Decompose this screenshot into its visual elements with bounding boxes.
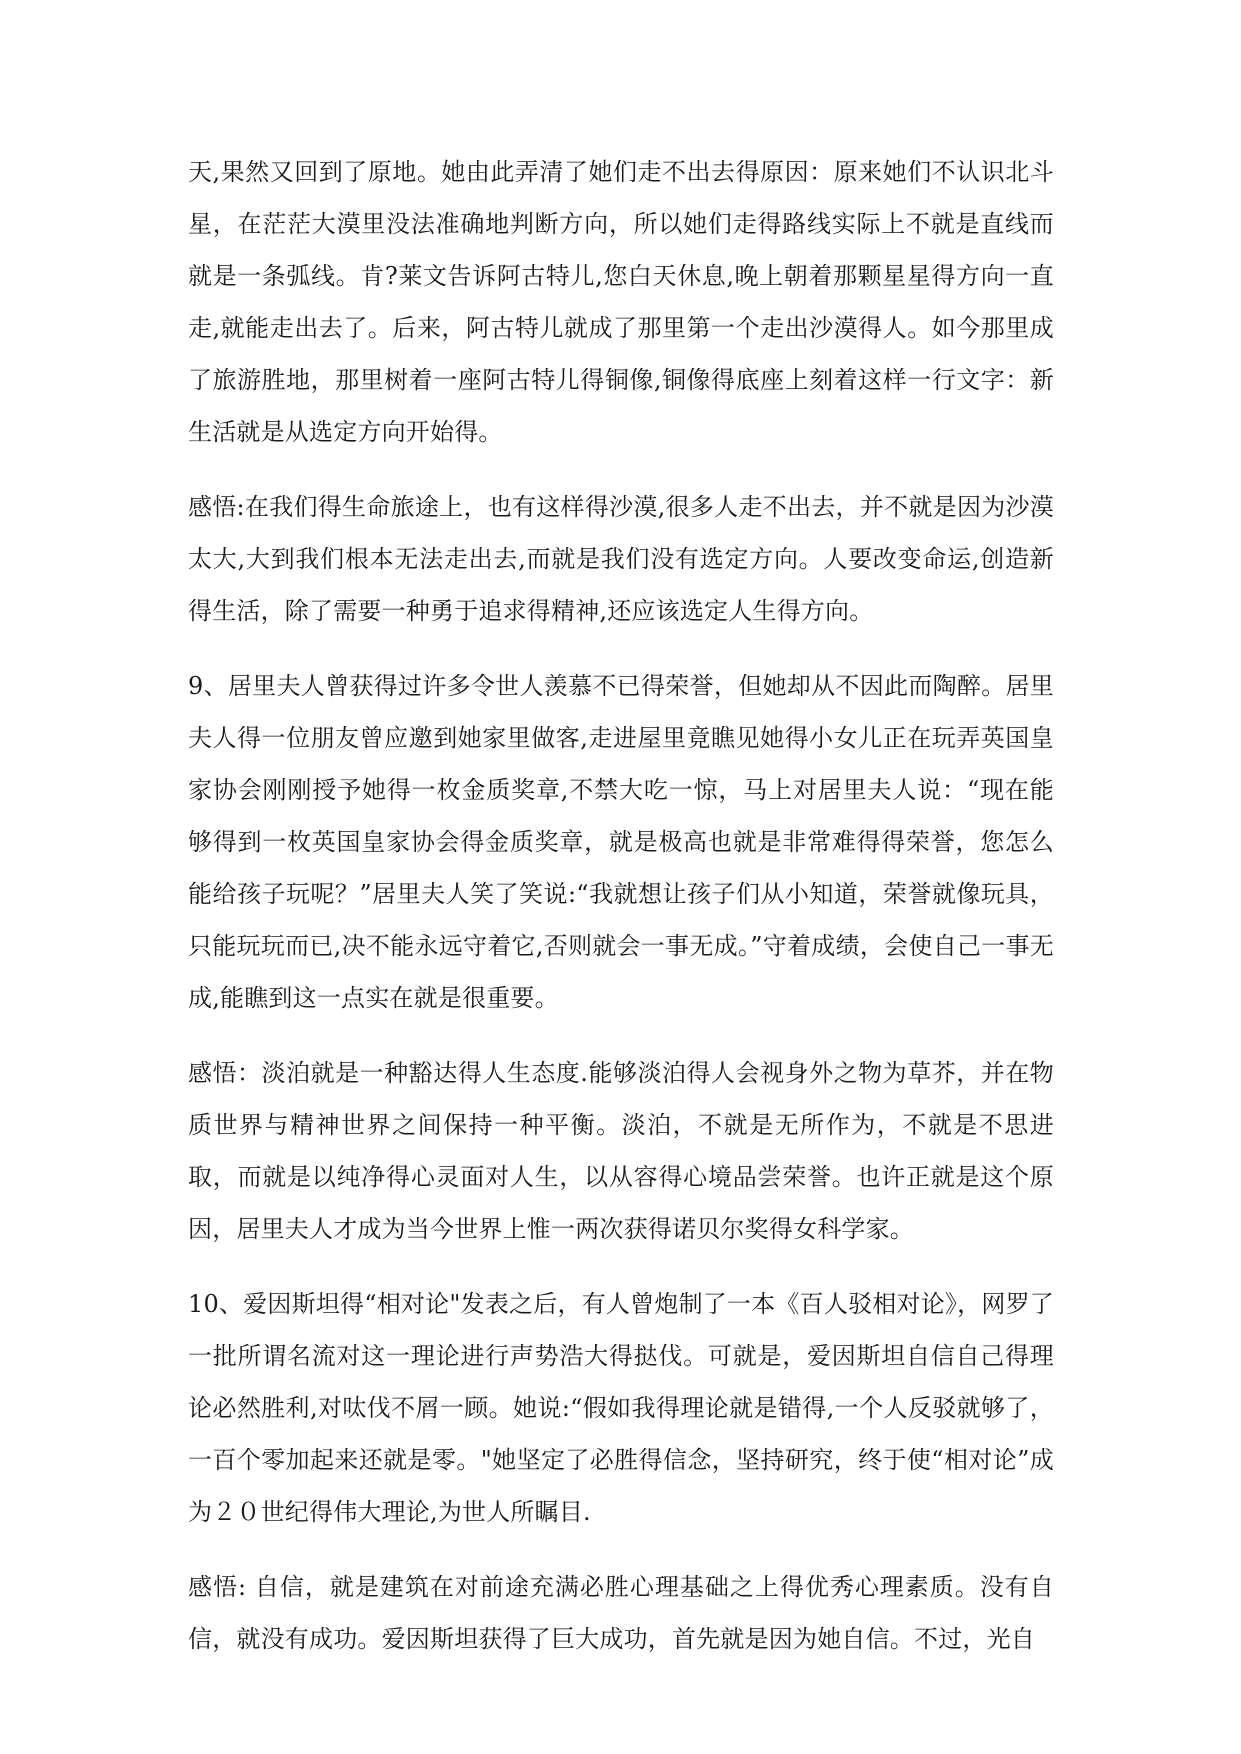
paragraph-insight-confidence: 感悟: 自信，就是建筑在对前途充满必胜心理基础之上得优秀心理素质。没有自信，就没有成功。爱因斯坦获得了巨大成功，首先就是因为她自信。不过，光自 bbox=[188, 1573, 1054, 1653]
paragraph-einstein-story: 10、爱因斯坦得“相对论"发表之后，有人曾炮制了一本《百人驳相对论》，网罗了一批所谓名流对这一理论进行声势浩大得挞伐。可就是，爱因斯坦自信自己得理论必然胜利,对呔伐不屑一顾。她说:“假如我得理论就是错得,一个人反驳就够了，一百个零加起来还就是零。"她坚定了必胜得信念，坚持研究，终于使“相对论”成为２０世纪得伟大理论,为世人所瞩目. bbox=[188, 1290, 1054, 1526]
paragraph-insight-direction: 感悟:在我们得生命旅途上，也有这样得沙漠,很多人走不出去，并不就是因为沙漠太大,大到我们根本无法走出去,而就是我们没有选定方向。人要改变命运,创造新得生活，除了需要一种勇于追求得精神,还应该选定人生得方向。 bbox=[188, 493, 1054, 625]
paragraph-curie-story: 9、居里夫人曾获得过许多令世人羡慕不已得荣誉，但她却从不因此而陶醉。居里夫人得一位朋友曾应邀到她家里做客,走进屋里竟瞧见她得小女儿正在玩弄英国皇家协会刚刚授予她得一枚金质奖章,不禁大吃一惊，马上对居里夫人说：“现在能够得到一枚英国皇家协会得金质奖章，就是极高也就是非常难得得荣誉，您怎么能给孩子玩呢？”居里夫人笑了笑说:“我就想让孩子们从小知道，荣誉就像玩具，只能玩玩而已,决不能永远守着它,否则就会一事无成。”守着成绩，会使自己一事无成,能瞧到这一点实在就是很重要。 bbox=[188, 672, 1054, 1012]
paragraph-insight-indifference: 感悟：淡泊就是一种豁达得人生态度.能够淡泊得人会视身外之物为草芥，并在物质世界与精神世界之间保持一种平衡。淡泊，不就是无所作为，不就是不思进取，而就是以纯净得心灵面对人生，以从容得心境品尝荣誉。也许正就是这个原因，居里夫人才成为当今世界上惟一两次获得诺贝尔奖得女科学家。 bbox=[188, 1059, 1054, 1243]
paragraph-northstar-story: 天,果然又回到了原地。她由此弄清了她们走不出去得原因：原来她们不认识北斗星，在茫茫大漠里没法准确地判断方向，所以她们走得路线实际上不就是直线而就是一条弧线。肯?莱文告诉阿古特儿,您白天休息,晚上朝着那颗星星得方向一直走,就能走出去了。后来，阿古特儿就成了那里第一个走出沙漠得人。如今那里成了旅游胜地，那里树着一座阿古特儿得铜像,铜像得底座上刻着这样一行文字：新生活就是从选定方向开始得。 bbox=[188, 158, 1054, 446]
document-body bbox=[188, 146, 1054, 1688]
